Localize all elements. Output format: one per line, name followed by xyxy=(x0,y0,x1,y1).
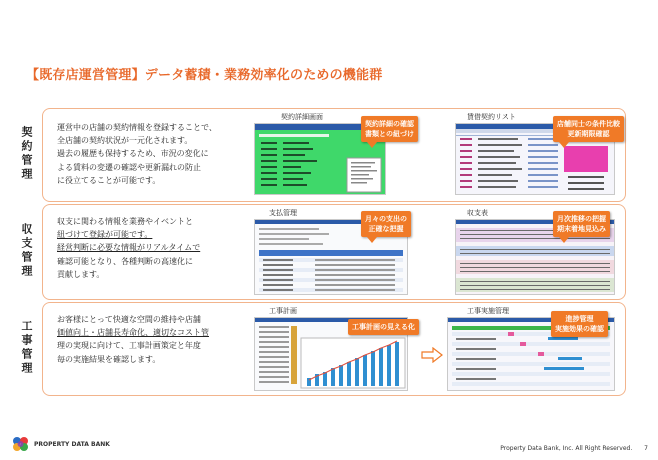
screen-caption: 契約詳細画面 xyxy=(281,113,323,121)
callout-contract-detail: 契約詳細の確認 書類との紐づけ xyxy=(361,116,418,142)
logo-text: PROPERTY DATA BANK xyxy=(34,440,110,448)
row-construction xyxy=(10,302,626,394)
description-construction: お客様にとって快適な空間の維持や店舗 価値向上・店舗長寿命化、適切なコスト管 理の実現に向けて、工事計画策定と年度 毎の実施結果を確認します。 xyxy=(57,315,209,364)
callout-construction-plan: 工事計画の見える化 xyxy=(348,319,419,335)
row-income xyxy=(10,204,626,298)
callout-lease-list: 店舗同士の条件比較 更新期限確認 xyxy=(553,116,624,142)
footer xyxy=(500,445,648,452)
logo-mark-icon xyxy=(12,436,30,452)
slide-title: 【既存店運営管理】データ蓄積・業務効率化のための機能群 xyxy=(26,68,383,83)
screen-caption: 収支表 xyxy=(467,209,488,217)
screen-caption: 工事計画 xyxy=(269,307,297,315)
row-label-income: 収支管理 xyxy=(20,223,33,279)
row-label-contract: 契約管理 xyxy=(20,126,33,182)
screen-caption: 工事実施管理 xyxy=(467,307,509,315)
description-contract: 運営中の店舗の契約情報を登録することで、 全店舗の契約状況が一元化されます。 過去の履歴も保持するため、市況の変化に よる賃料の変遷の確認や更新漏れの防止 に役立てることが可能です。 xyxy=(57,123,217,185)
section-box-income xyxy=(42,204,626,300)
screen-caption: 支払管理 xyxy=(269,209,297,217)
description-income: 収支に関わる情報を業務やイベントと 紐づけて登録が可能です。 経営判断に必要な情報がリアルタイムで 確認可能となり、各種判断の高速化に 貢献します。 xyxy=(57,217,201,279)
page-number: 7 xyxy=(644,445,648,452)
callout-construction-execution: 進捗管理 実施効果の確認 xyxy=(551,311,608,337)
callout-payment: 月々の支出の 正確な把握 xyxy=(361,211,411,237)
arrow-right-icon xyxy=(421,347,443,363)
copyright: Property Data Bank, Inc. All Right Reserved. xyxy=(500,445,633,452)
section-box-construction xyxy=(42,302,626,396)
row-contract xyxy=(10,108,626,200)
company-logo xyxy=(12,436,110,452)
row-label-construction: 工事管理 xyxy=(20,320,33,376)
callout-income-statement: 月次推移の把握 期末着地見込み xyxy=(553,211,610,237)
section-box-contract xyxy=(42,108,626,202)
screen-caption: 賃借契約リスト xyxy=(467,113,516,121)
